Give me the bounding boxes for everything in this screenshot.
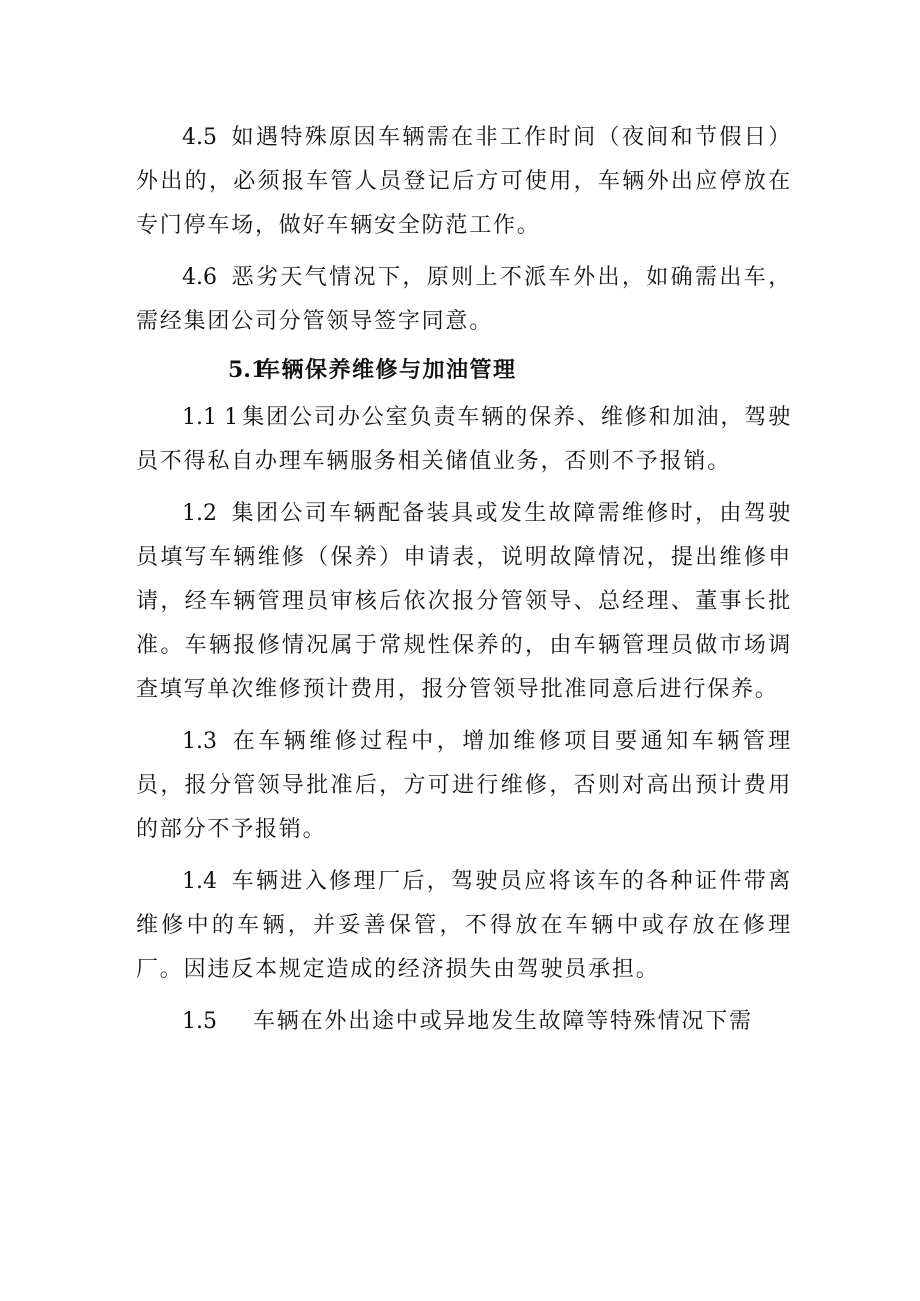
clause-1-5 <box>136 1000 792 1044</box>
clause-number: 1.3 <box>182 729 217 754</box>
clause-text: 车辆在外出途中或异地发生故障等特殊情况下需 <box>253 1009 753 1034</box>
clause-1-3 <box>136 720 792 852</box>
clause-4-5 <box>136 116 792 248</box>
section-title: 车辆保养维修与加油管理 <box>258 357 517 383</box>
clause-text: 集团公司办公室负责车辆的保养、维修和加油，驾驶员不得私自办理车辆服务相关储值业务，否则不予报销。 <box>136 405 792 474</box>
section-heading <box>136 348 792 392</box>
clause-1-2 <box>136 492 792 712</box>
clause-1-4 <box>136 860 792 992</box>
clause-number: 4.5 <box>182 125 217 150</box>
clause-text: 车辆进入修理厂后，驾驶员应将该车的各种证件带离维修中的车辆，并妥善保管，不得放在车辆中或存放在修理厂。因违反本规定造成的经济损失由驾驶员承担。 <box>136 869 792 982</box>
clause-number: 1.4 <box>182 869 217 894</box>
clause-text: 集团公司车辆配备装具或发生故障需维修时，由驾驶员填写车辆维修（保养）申请表，说明故障情况，提出维修申请，经车辆管理员审核后依次报分管领导、总经理、董事长批准。车辆报修情况属于常规性保养的，由车辆管理员做市场调查填写单次维修预计费用，报分管领导批准同意后进行保养。 <box>136 501 792 702</box>
clause-1-1 <box>136 396 792 484</box>
clause-number: 1.5 <box>182 1009 217 1034</box>
section-number: 5.1 <box>228 357 267 383</box>
clause-text: 恶劣天气情况下，原则上不派车外出，如确需出车，需经集团公司分管领导签字同意。 <box>136 265 792 334</box>
clause-text: 在车辆维修过程中，增加维修项目要通知车辆管理员，报分管领导批准后，方可进行维修，否则对高出预计费用的部分不予报销。 <box>136 729 792 842</box>
clause-4-6 <box>136 256 792 344</box>
clause-number: 1.2 <box>182 501 217 526</box>
document-body <box>136 116 792 1044</box>
clause-number: 1.1 1 <box>182 405 239 430</box>
clause-text: 如遇特殊原因车辆需在非工作时间（夜间和节假日）外出的，必须报车管人员登记后方可使用，车辆外出应停放在专门停车场，做好车辆安全防范工作。 <box>136 125 792 238</box>
clause-number: 4.6 <box>182 265 217 290</box>
